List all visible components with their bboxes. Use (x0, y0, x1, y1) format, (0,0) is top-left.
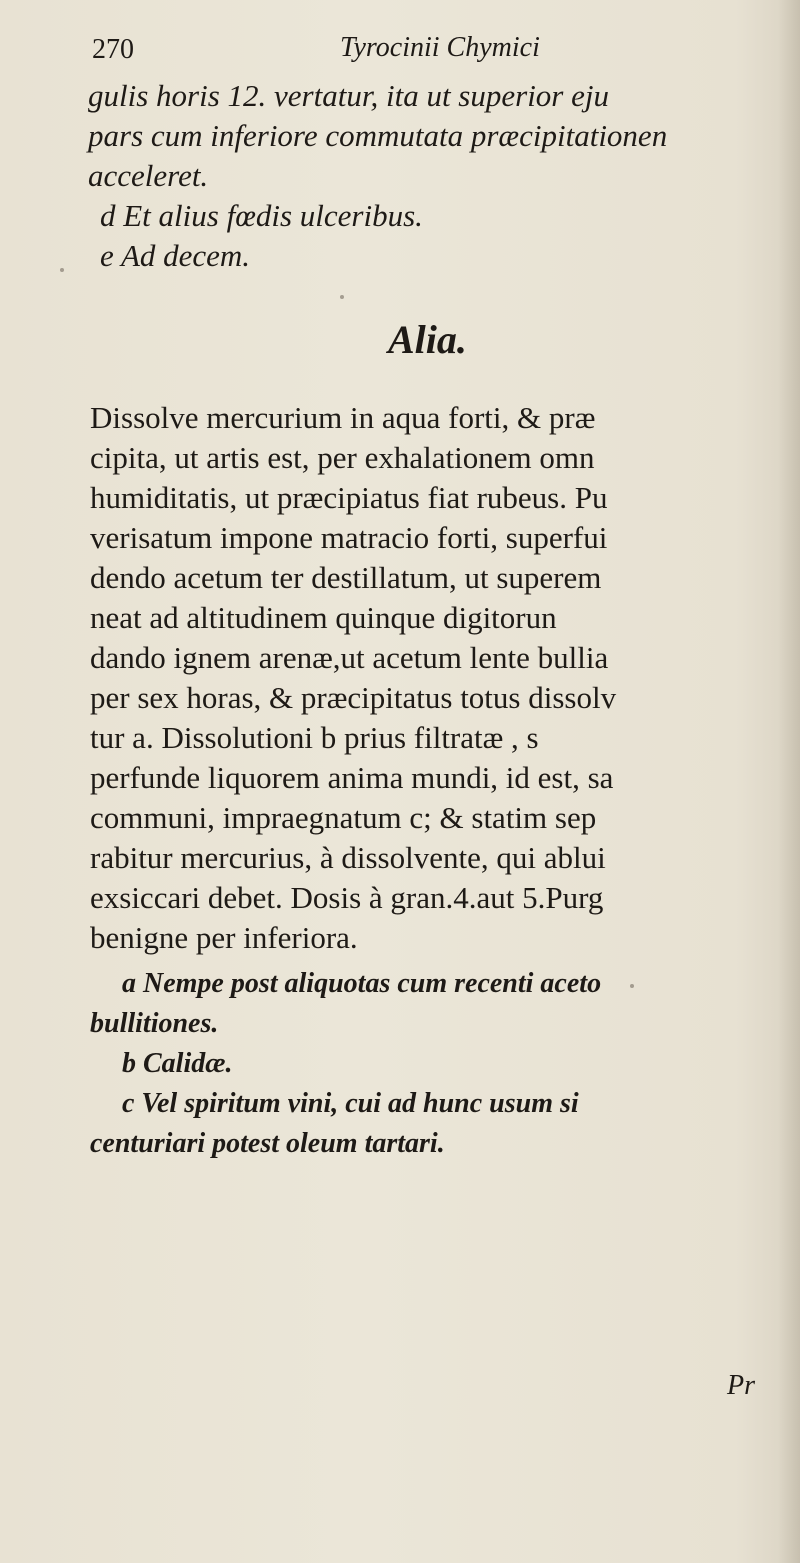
body-line: verisatum impone matracio forti, superfui (90, 520, 608, 555)
body-line: cipita, ut artis est, per exhalationem omn (90, 440, 595, 475)
ink-speck (60, 268, 64, 272)
body-line: per sex horas, & præcipitatus totus dissolv (90, 680, 617, 715)
running-title: Tyrocinii Chymici (340, 32, 540, 63)
body-line: humiditatis, ut præcipiatus fiat rubeus. Pu (90, 480, 608, 515)
body-line: perfunde liquorem anima mundi, id est, sa (90, 760, 614, 795)
section-heading: Alia. (388, 317, 467, 362)
body-line: rabitur mercurius, à dissolvente, qui ablui (90, 840, 606, 875)
footnote-line: bullitiones. (90, 1008, 219, 1039)
body-line: dendo acetum ter destillatum, ut superem (90, 560, 602, 595)
text-line: acceleret. (88, 158, 209, 193)
body-line: benigne per inferiora. (90, 920, 358, 955)
page-edge-shadow (778, 0, 800, 1563)
body-line: neat ad altitudinem quinque digitorun (90, 600, 557, 635)
ink-speck (630, 984, 634, 988)
body-line: exsiccari debet. Dosis à gran.4.aut 5.Purg (90, 880, 604, 915)
body-line: Dissolve mercurium in aqua forti, & præ (90, 400, 596, 435)
catchword: Pr (727, 1370, 755, 1401)
text-line: pars cum inferiore commutata præcipitationen (88, 118, 668, 153)
footnote-line: c Vel spiritum vini, cui ad hunc usum si (122, 1088, 579, 1119)
body-line: dando ignem arenæ,ut acetum lente bullia (90, 640, 609, 675)
page-number: 270 (92, 34, 134, 65)
footnote-line: a Nempe post aliquotas cum recenti aceto (122, 968, 602, 999)
text-line: gulis horis 12. vertatur, ita ut superior eju (88, 78, 609, 113)
body-line: tur a. Dissolutioni b prius filtratæ , s (90, 720, 539, 755)
note-line: d Et alius fœdis ulceribus. (100, 198, 423, 233)
footnote-line: b Calidæ. (122, 1048, 233, 1079)
footnote-line: centuriari potest oleum tartari. (90, 1128, 445, 1159)
note-line: e Ad decem. (100, 238, 251, 273)
ink-speck (340, 295, 344, 299)
body-line: communi, impraegnatum c; & statim sep (90, 800, 597, 835)
